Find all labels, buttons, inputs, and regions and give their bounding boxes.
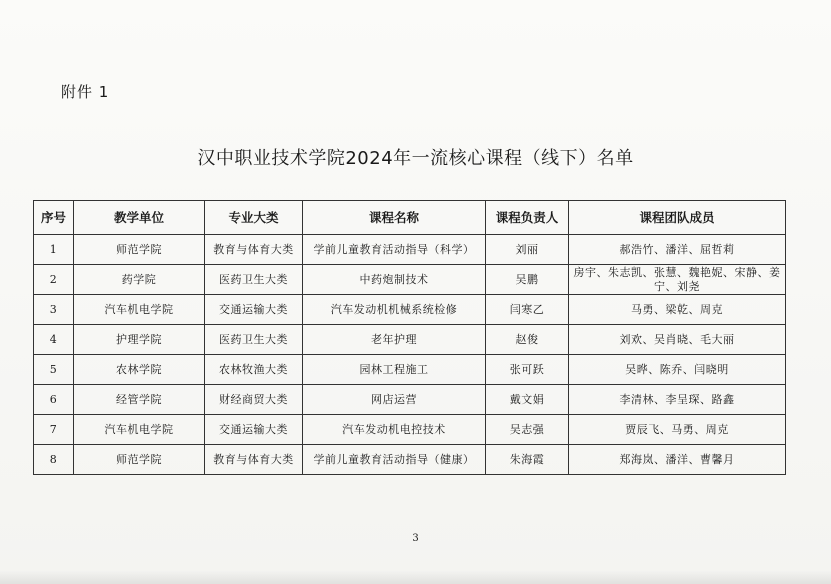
cell-index: 5 [34, 355, 74, 385]
cell-course-lead: 张可跃 [486, 355, 569, 385]
cell-teaching-unit: 药学院 [74, 265, 205, 295]
header-teaching-unit: 教学单位 [74, 201, 205, 235]
cell-teaching-unit: 汽车机电学院 [74, 415, 205, 445]
cell-course-name: 老年护理 [303, 325, 486, 355]
cell-course-lead: 戴文娟 [486, 385, 569, 415]
course-roster-table [33, 200, 786, 475]
cell-team-members: 刘欢、吴肖晓、毛大丽 [569, 325, 786, 355]
table-row [34, 325, 786, 355]
header-team-members: 课程团队成员 [569, 201, 786, 235]
cell-index: 2 [34, 265, 74, 295]
cell-course-lead: 吴鹏 [486, 265, 569, 295]
header-course-name: 课程名称 [303, 201, 486, 235]
document-title: 汉中职业技术学院2024年一流核心课程（线下）名单 [197, 148, 634, 169]
cell-team-members: 贾辰飞、马勇、周克 [569, 415, 786, 445]
cell-major-category: 医药卫生大类 [205, 265, 303, 295]
cell-major-category: 医药卫生大类 [205, 325, 303, 355]
cell-team-members: 马勇、梁乾、周克 [569, 295, 786, 325]
cell-teaching-unit: 师范学院 [74, 235, 205, 265]
table-body [34, 235, 786, 475]
cell-major-category: 财经商贸大类 [205, 385, 303, 415]
cell-course-name: 网店运营 [303, 385, 486, 415]
header-index: 序号 [34, 201, 74, 235]
cell-major-category: 交通运输大类 [205, 295, 303, 325]
cell-course-lead: 刘丽 [486, 235, 569, 265]
cell-course-lead: 赵俊 [486, 325, 569, 355]
cell-team-members: 房宇、朱志凯、张慧、魏艳妮、宋静、姜宁、刘尧 [569, 265, 786, 295]
cell-index: 4 [34, 325, 74, 355]
table-row [34, 415, 786, 445]
cell-index: 1 [34, 235, 74, 265]
cell-course-name: 汽车发动机电控技术 [303, 415, 486, 445]
cell-course-name: 汽车发动机机械系统检修 [303, 295, 486, 325]
table-header [34, 201, 786, 235]
table-row [34, 265, 786, 295]
cell-course-lead: 吴志强 [486, 415, 569, 445]
cell-teaching-unit: 师范学院 [74, 445, 205, 475]
cell-team-members: 郑海岚、潘洋、曹馨月 [569, 445, 786, 475]
cell-index: 8 [34, 445, 74, 475]
cell-team-members: 李清林、李呈琛、路鑫 [569, 385, 786, 415]
cell-teaching-unit: 汽车机电学院 [74, 295, 205, 325]
cell-teaching-unit: 经管学院 [74, 385, 205, 415]
cell-course-name: 中药炮制技术 [303, 265, 486, 295]
cell-course-lead: 朱海霞 [486, 445, 569, 475]
cell-teaching-unit: 护理学院 [74, 325, 205, 355]
cell-major-category: 教育与体育大类 [205, 445, 303, 475]
cell-team-members: 吴晔、陈乔、闫晓明 [569, 355, 786, 385]
table-row [34, 295, 786, 325]
cell-course-name: 园林工程施工 [303, 355, 486, 385]
cell-major-category: 交通运输大类 [205, 415, 303, 445]
header-major-category: 专业大类 [205, 201, 303, 235]
table-row [34, 445, 786, 475]
cell-course-lead: 闫寒乙 [486, 295, 569, 325]
cell-major-category: 农林牧渔大类 [205, 355, 303, 385]
table-row [34, 235, 786, 265]
cell-major-category: 教育与体育大类 [205, 235, 303, 265]
scan-edge-shadow [0, 570, 831, 584]
cell-index: 6 [34, 385, 74, 415]
attachment-label: 附件 1 [61, 83, 110, 101]
cell-team-members: 郝浩竹、潘洋、屈哲莉 [569, 235, 786, 265]
cell-index: 7 [34, 415, 74, 445]
header-course-lead: 课程负责人 [486, 201, 569, 235]
cell-course-name: 学前儿童教育活动指导（健康） [303, 445, 486, 475]
table-row [34, 385, 786, 415]
page-number: 3 [412, 533, 419, 544]
cell-index: 3 [34, 295, 74, 325]
table-row [34, 355, 786, 385]
cell-teaching-unit: 农林学院 [74, 355, 205, 385]
table-header-row [34, 201, 786, 235]
cell-course-name: 学前儿童教育活动指导（科学） [303, 235, 486, 265]
